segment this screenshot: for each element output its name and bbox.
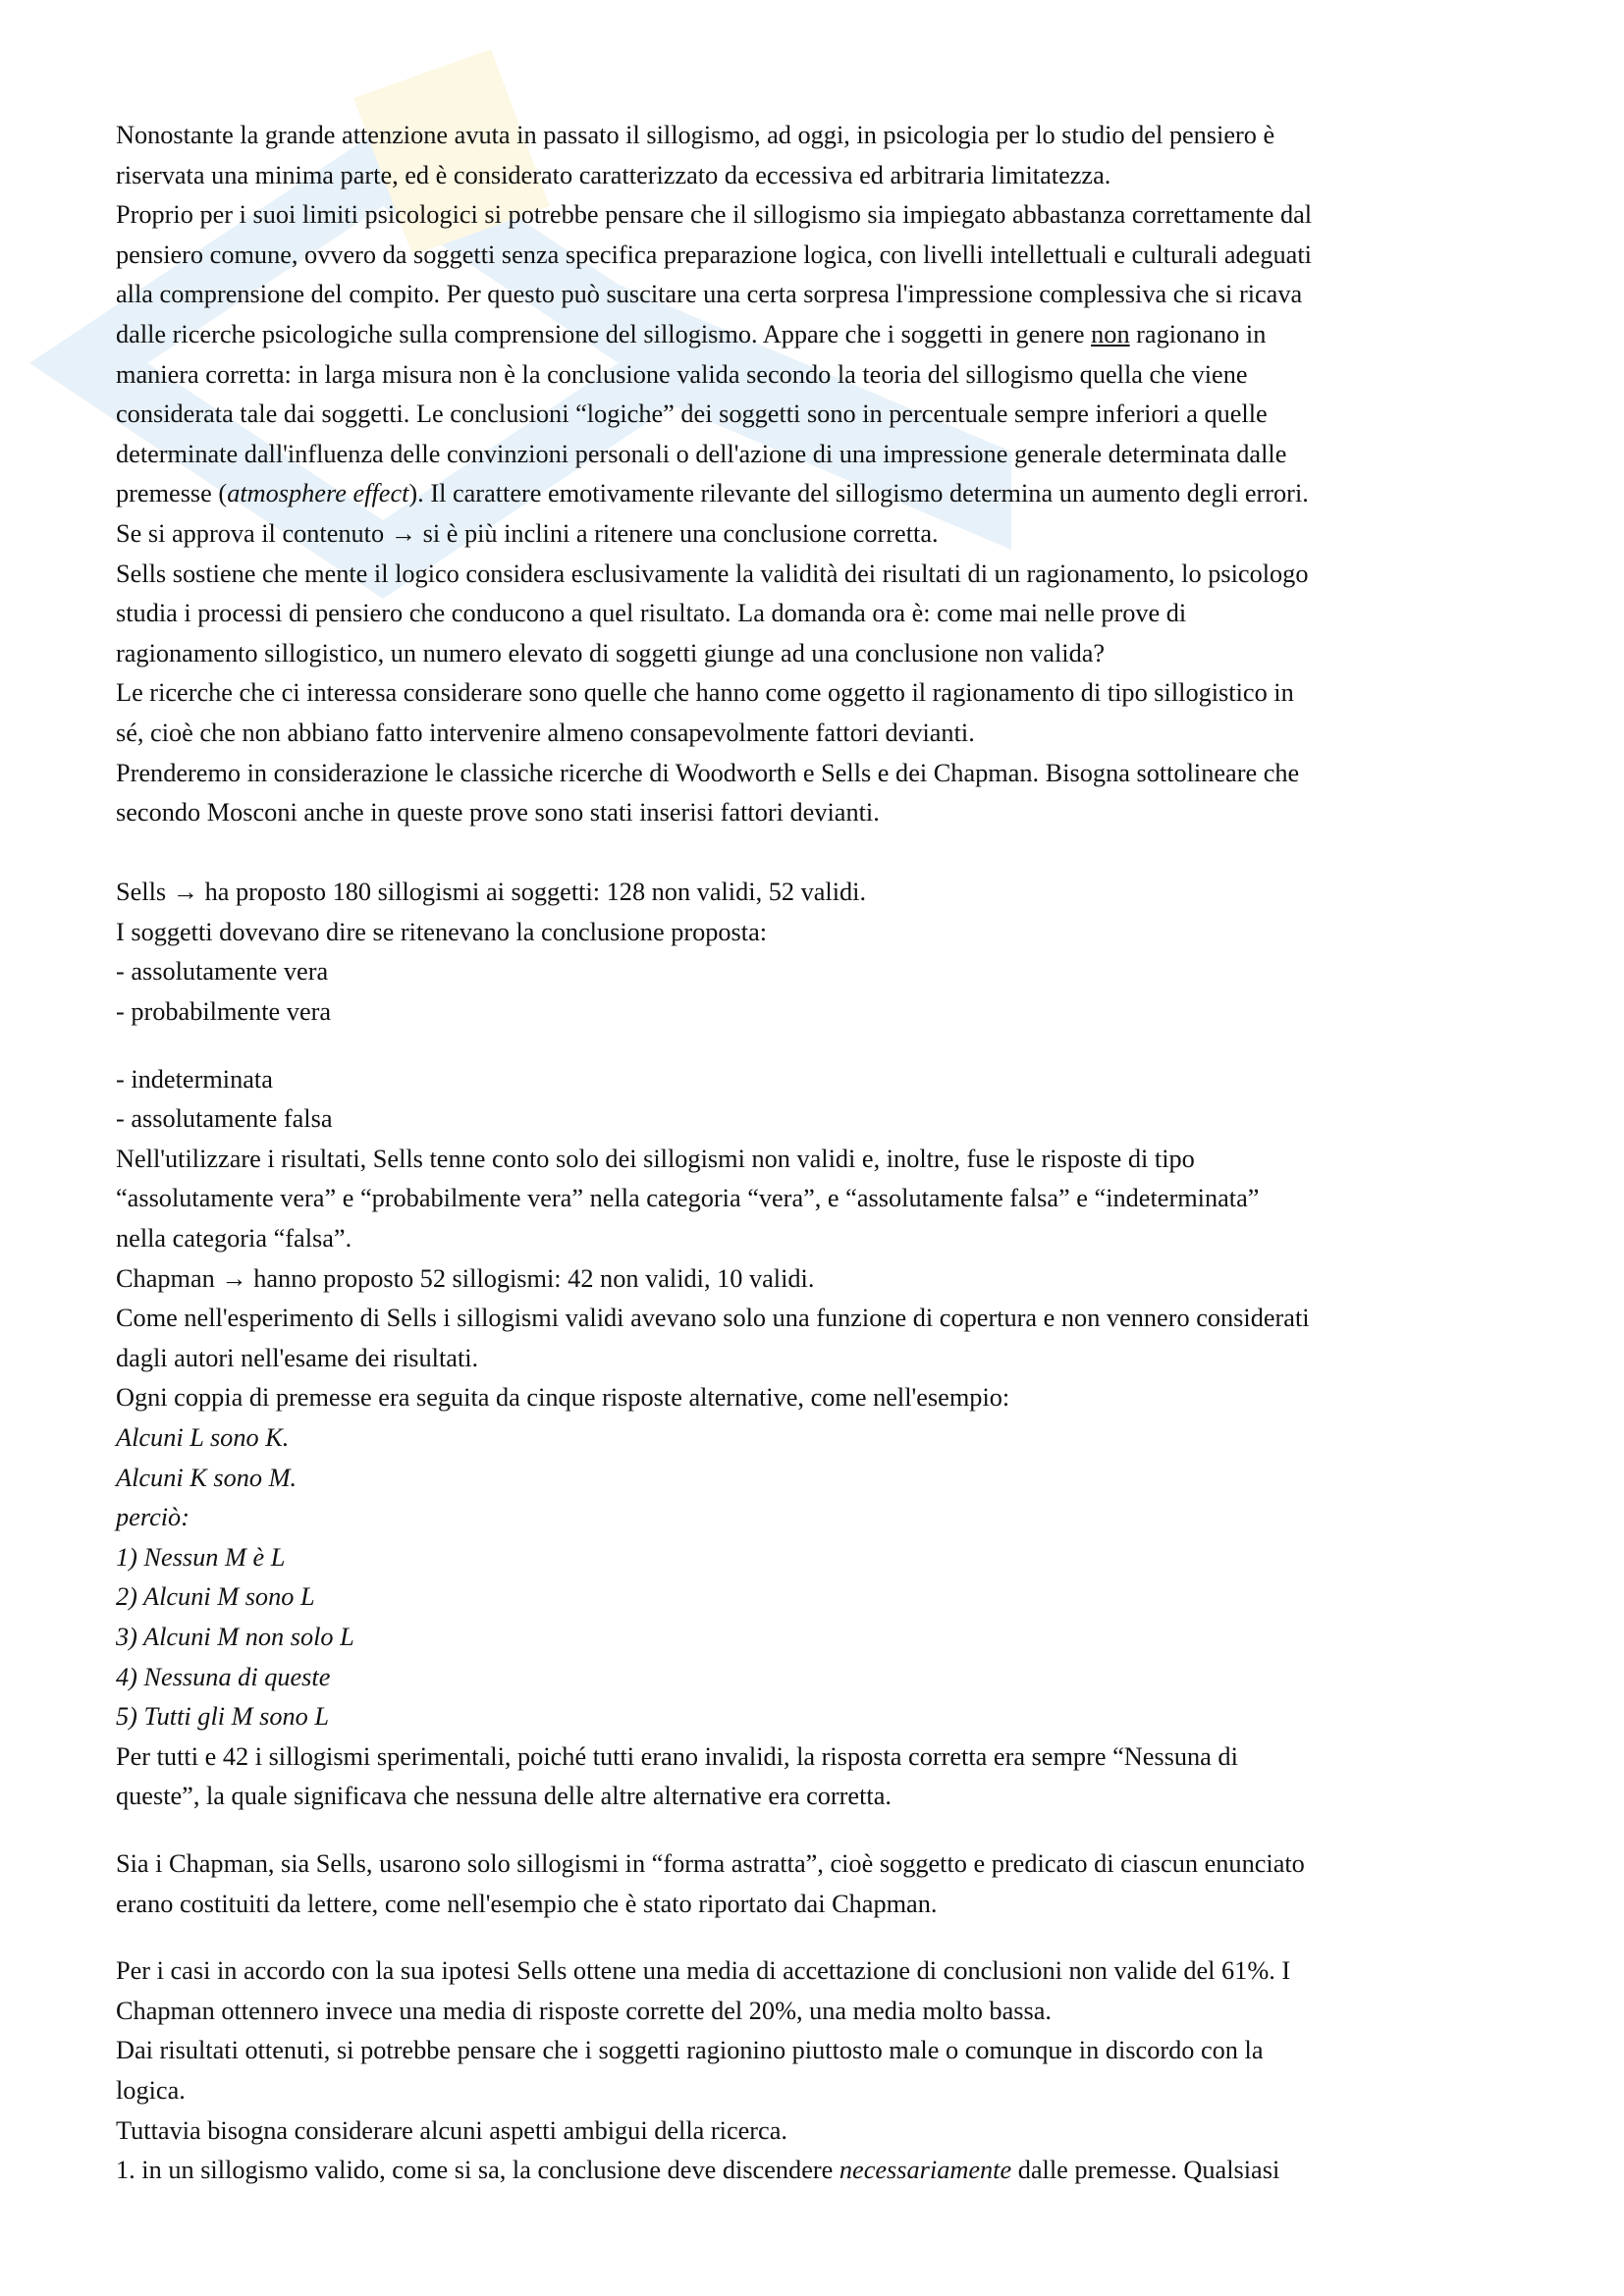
example-option: 1) Nessun M è L <box>116 1542 286 1572</box>
text-line: Se si approva il contenuto → si è più inclini a ritenere una conclusione corretta. <box>116 518 939 548</box>
text-line: alla comprensione del compito. Per questo può suscitare una certa sorpresa l'impressione complessiva che si ricava <box>116 280 1303 309</box>
text-line: Per tutti e 42 i sillogismi sperimentali, poiché tutti erano invalidi, la risposta corretta era sempre “Nessuna di <box>116 1741 1238 1771</box>
list-item: - assolutamente falsa <box>116 1104 333 1134</box>
list-item: - indeterminata <box>116 1064 273 1094</box>
text-line: Proprio per i suoi limiti psicologici si potrebbe pensare che il sillogismo sia impiegato abbastanza correttamente dal <box>116 200 1313 230</box>
text-line: sé, cioè che non abbiano fatto intervenire almeno consapevolmente fattori devianti. <box>116 718 975 747</box>
text-line <box>116 2151 1510 2191</box>
text-line: considerata tale dai soggetti. Le conclusioni “logiche” dei soggetti sono in percentuale sempre inferiori a quelle <box>116 400 1268 429</box>
text-fragment: dalle premesse. Qualsiasi <box>1011 2156 1280 2185</box>
text-line: Come nell'esperimento di Sells i sillogismi validi avevano solo una funzione di copertura e non vennero considerati <box>116 1304 1310 1333</box>
text-line <box>116 315 1510 355</box>
text-line: logica. <box>116 2075 186 2105</box>
text-line <box>116 474 1510 514</box>
text-line: ragionamento sillogistico, un numero elevato di soggetti giunge ad una conclusione non valida? <box>116 638 1106 667</box>
italic-term: necessariamente <box>839 2156 1012 2185</box>
text-line: Chapman → hanno proposto 52 sillogismi: 42 non validi, 10 validi. <box>116 1263 815 1293</box>
text-line: erano costituiti da lettere, come nell'esempio che è stato riportato dai Chapman. <box>116 1889 938 1918</box>
list-item: - probabilmente vera <box>116 997 332 1027</box>
text-fragment: ragionano in <box>1129 319 1267 348</box>
text-line: pensiero comune, ovvero da soggetti senza specifica preparazione logica, con livelli intellettuali e culturali adeguati <box>116 240 1312 269</box>
text-line: “assolutamente vera” e “probabilmente vera” nella categoria “vera”, e “assolutamente falsa” e “indeterminata” <box>116 1184 1260 1213</box>
example-option: 5) Tutti gli M sono L <box>116 1702 329 1732</box>
text-line: secondo Mosconi anche in queste prove sono stati inserisi fattori devianti. <box>116 798 880 828</box>
text-line: riservata una minima parte, ed è considerato caratterizzato da eccessiva ed arbitraria limitatezza. <box>116 160 1111 189</box>
example-premise: Alcuni K sono M. <box>116 1463 298 1492</box>
text-line: Dai risultati ottenuti, si potrebbe pensare che i soggetti ragionino piuttosto male o comunque in discordo con la <box>116 2036 1264 2065</box>
text-line: Sells → ha proposto 180 sillogismi ai soggetti: 128 non validi, 52 validi. <box>116 878 867 907</box>
paragraph-gap <box>116 833 1510 874</box>
text-line: maniera corretta: in larga misura non è la conclusione valida secondo la teoria del sillogismo quella che viene <box>116 359 1248 389</box>
text-fragment: ). Il carattere emotivamente rilevante del sillogismo determina un aumento degli errori. <box>408 479 1309 508</box>
text-line: queste”, la quale significava che nessuna delle altre alternative era corretta. <box>116 1782 892 1811</box>
list-item: - assolutamente vera <box>116 957 329 987</box>
text-line: Per i casi in accordo con la sua ipotesi Sells ottene una media di accettazione di conclusioni non valide del 61%. I <box>116 1956 1291 1986</box>
text-line: Sia i Chapman, sia Sells, usarono solo sillogismi in “forma astratta”, cioè soggetto e predicato di ciascun enunciato <box>116 1848 1305 1878</box>
text-line: Nonostante la grande attenzione avuta in passato il sillogismo, ad oggi, in psicologia per lo studio del pensiero è <box>116 121 1275 149</box>
text-fragment: 1. in un sillogismo valido, come si sa, la conclusione deve discendere <box>116 2156 839 2185</box>
text-line: Ogni coppia di premesse era seguita da cinque risposte alternative, come nell'esempio: <box>116 1383 1010 1413</box>
text-line: Prenderemo in considerazione le classiche ricerche di Woodworth e Sells e dei Chapman. Bisogna sottolineare che <box>116 758 1300 787</box>
text-line: Le ricerche che ci interessa considerare sono quelle che hanno come oggetto il ragionamento di tipo sillogistico in <box>116 678 1294 708</box>
example-option: 3) Alcuni M non solo L <box>116 1622 354 1651</box>
example-connector: perciò: <box>116 1503 189 1532</box>
text-line: studia i processi di pensiero che conducono a quel risultato. La domanda ora è: come mai nelle prove di <box>116 599 1187 628</box>
text-line: Sells sostiene che mente il logico considera esclusivamente la validità dei risultati di un ragionamento, lo psicologo <box>116 559 1309 588</box>
text-line: Nell'utilizzare i risultati, Sells tenne conto solo dei sillogismi non validi e, inoltre, fuse le risposte di tipo <box>116 1144 1195 1173</box>
text-line: dagli autori nell'esame dei risultati. <box>116 1343 479 1372</box>
text-fragment: premesse ( <box>116 479 228 508</box>
example-option: 2) Alcuni M sono L <box>116 1582 315 1612</box>
paragraph-gap <box>116 1817 1510 1844</box>
underlined-word: non <box>1091 319 1130 348</box>
paragraph-gap <box>116 1033 1510 1060</box>
italic-term: atmosphere effect <box>227 479 409 508</box>
paragraph-gap <box>116 1924 1510 1951</box>
text-line: Tuttavia bisogna considerare alcuni aspetti ambigui della ricerca. <box>116 2115 787 2145</box>
text-line: determinate dall'influenza delle convinzioni personali o dell'azione di una impressione generale determinata dalle <box>116 439 1287 468</box>
example-option: 4) Nessuna di queste <box>116 1662 331 1691</box>
text-fragment: dalle ricerche psicologiche sulla comprensione del sillogismo. Appare che i soggetti in genere <box>116 319 1092 348</box>
document-body <box>116 116 1510 2191</box>
text-line: nella categoria “falsa”. <box>116 1224 352 1254</box>
example-premise: Alcuni L sono K. <box>116 1423 290 1452</box>
text-line: Chapman ottennero invece una media di risposte corrette del 20%, una media molto bassa. <box>116 1996 1052 2025</box>
text-line: I soggetti dovevano dire se ritenevano la conclusione proposta: <box>116 917 768 946</box>
